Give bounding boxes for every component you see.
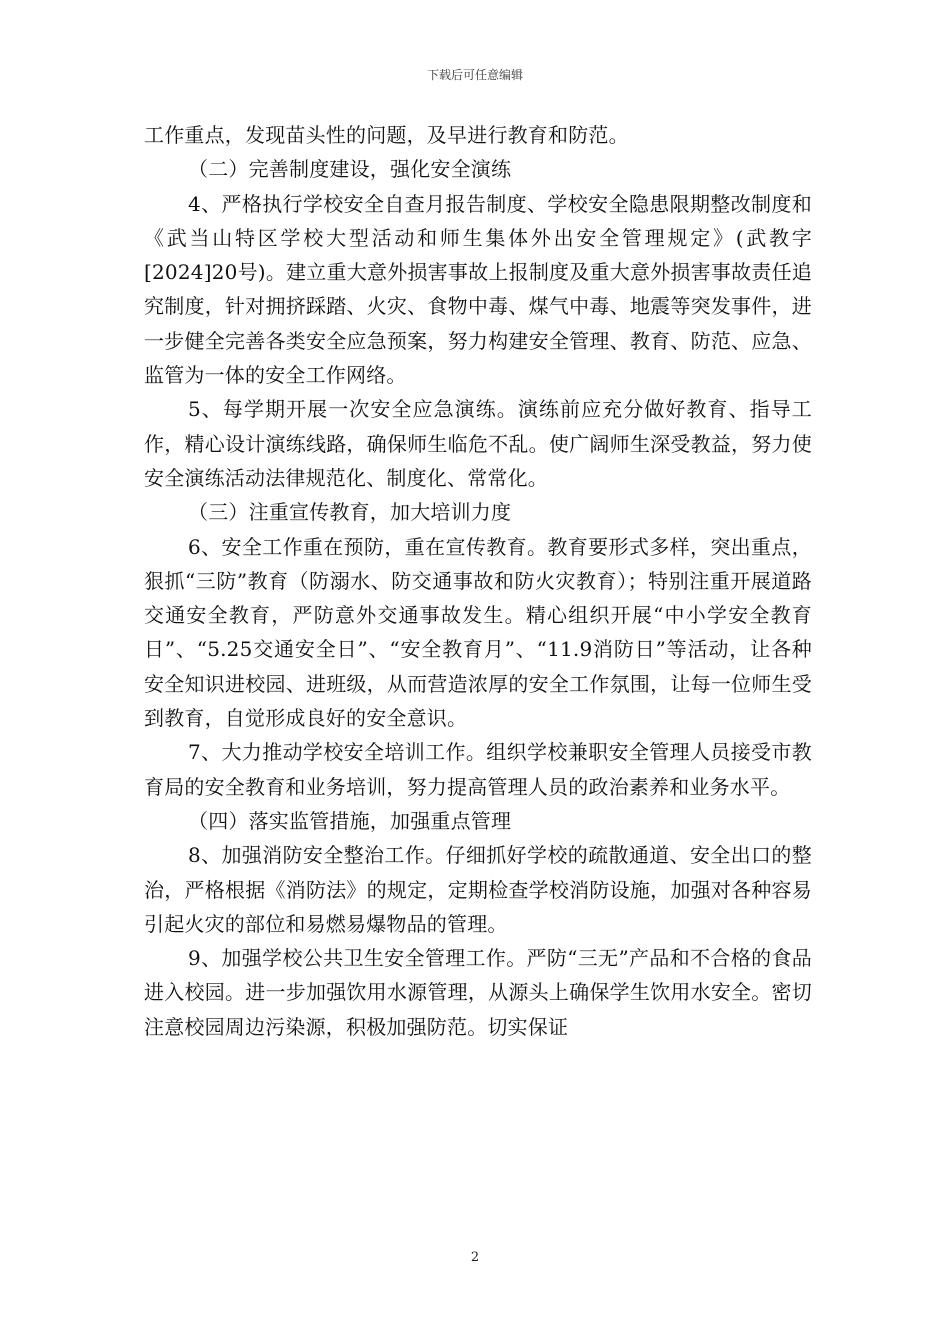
paragraph-item-9: 9、加强学校公共卫生安全管理工作。严防“三无”产品和不合格的食品进入校园。进一步加强饮用水源管理，从源头上确保学生饮用水安全。密切注意校园周边污染源，积极加强防范。切实保证: [144, 946, 812, 1039]
paragraph-item-8: 8、加强消防安全整治工作。仔细抓好学校的疏散通道、安全出口的整治，严格根据《消防法》的规定，定期检查学校消防设施，加强对各种容易引起火灾的部位和易燃易爆物品的管理。: [144, 843, 812, 936]
document-body: [144, 118, 812, 1044]
page-number: 2: [470, 1250, 480, 1265]
paragraph-continuation: 工作重点，发现苗头性的问题，及早进行教育和防范。: [144, 123, 629, 147]
section-heading-2: （二）完善制度建设，强化安全演练: [188, 157, 512, 182]
paragraph-item-6: 6、安全工作重在预防，重在宣传教育。教育要形式多样，突出重点，狠抓“三防”教育（防溺水、防交通事故和防火灾教育）；特别注重开展道路交通安全教育，严防意外交通事故发生。精心组织开展“中小学安全教育日”、“5.25交通安全日”、“安全教育月”、“11.9消防日”等活动，让各种安全知识进校园、进班级，从而营造浓厚的安全工作氛围，让每一位师生受到教育，自觉形成良好的安全意识。: [144, 534, 812, 731]
paragraph-item-5: 5、每学期开展一次安全应急演练。演练前应充分做好教育、指导工作，精心设计演练线路，确保师生临危不乱。使广阔师生深受教益，努力使安全演练活动法律规范化、制度化、常常化。: [144, 397, 812, 490]
paragraph-item-4: 4、严格执行学校安全自查月报告制度、学校安全隐患限期整改制度和《武当山特区学校大型活动和师生集体外出安全管理规定》(武教字[2024]20号)。建立重大意外损害事故上报制度及重大意外损害事故责任追究制度，针对拥挤踩踏、火灾、食物中毒、煤气中毒、地震等突发事件，进一步健全完善各类安全应急预案，努力构建安全管理、教育、防范、应急、监管为一体的安全工作网络。: [144, 191, 812, 388]
paragraph-item-7: 7、大力推动学校安全培训工作。组织学校兼职安全管理人员接受市教育局的安全教育和业务培训，努力提高管理人员的政治素养和业务水平。: [144, 740, 812, 799]
header-note: 下载后可任意编辑: [426, 68, 523, 82]
section-heading-3: （三）注重宣传教育，加大培训力度: [188, 500, 512, 525]
section-heading-4: （四）落实监管措施，加强重点管理: [188, 808, 512, 833]
